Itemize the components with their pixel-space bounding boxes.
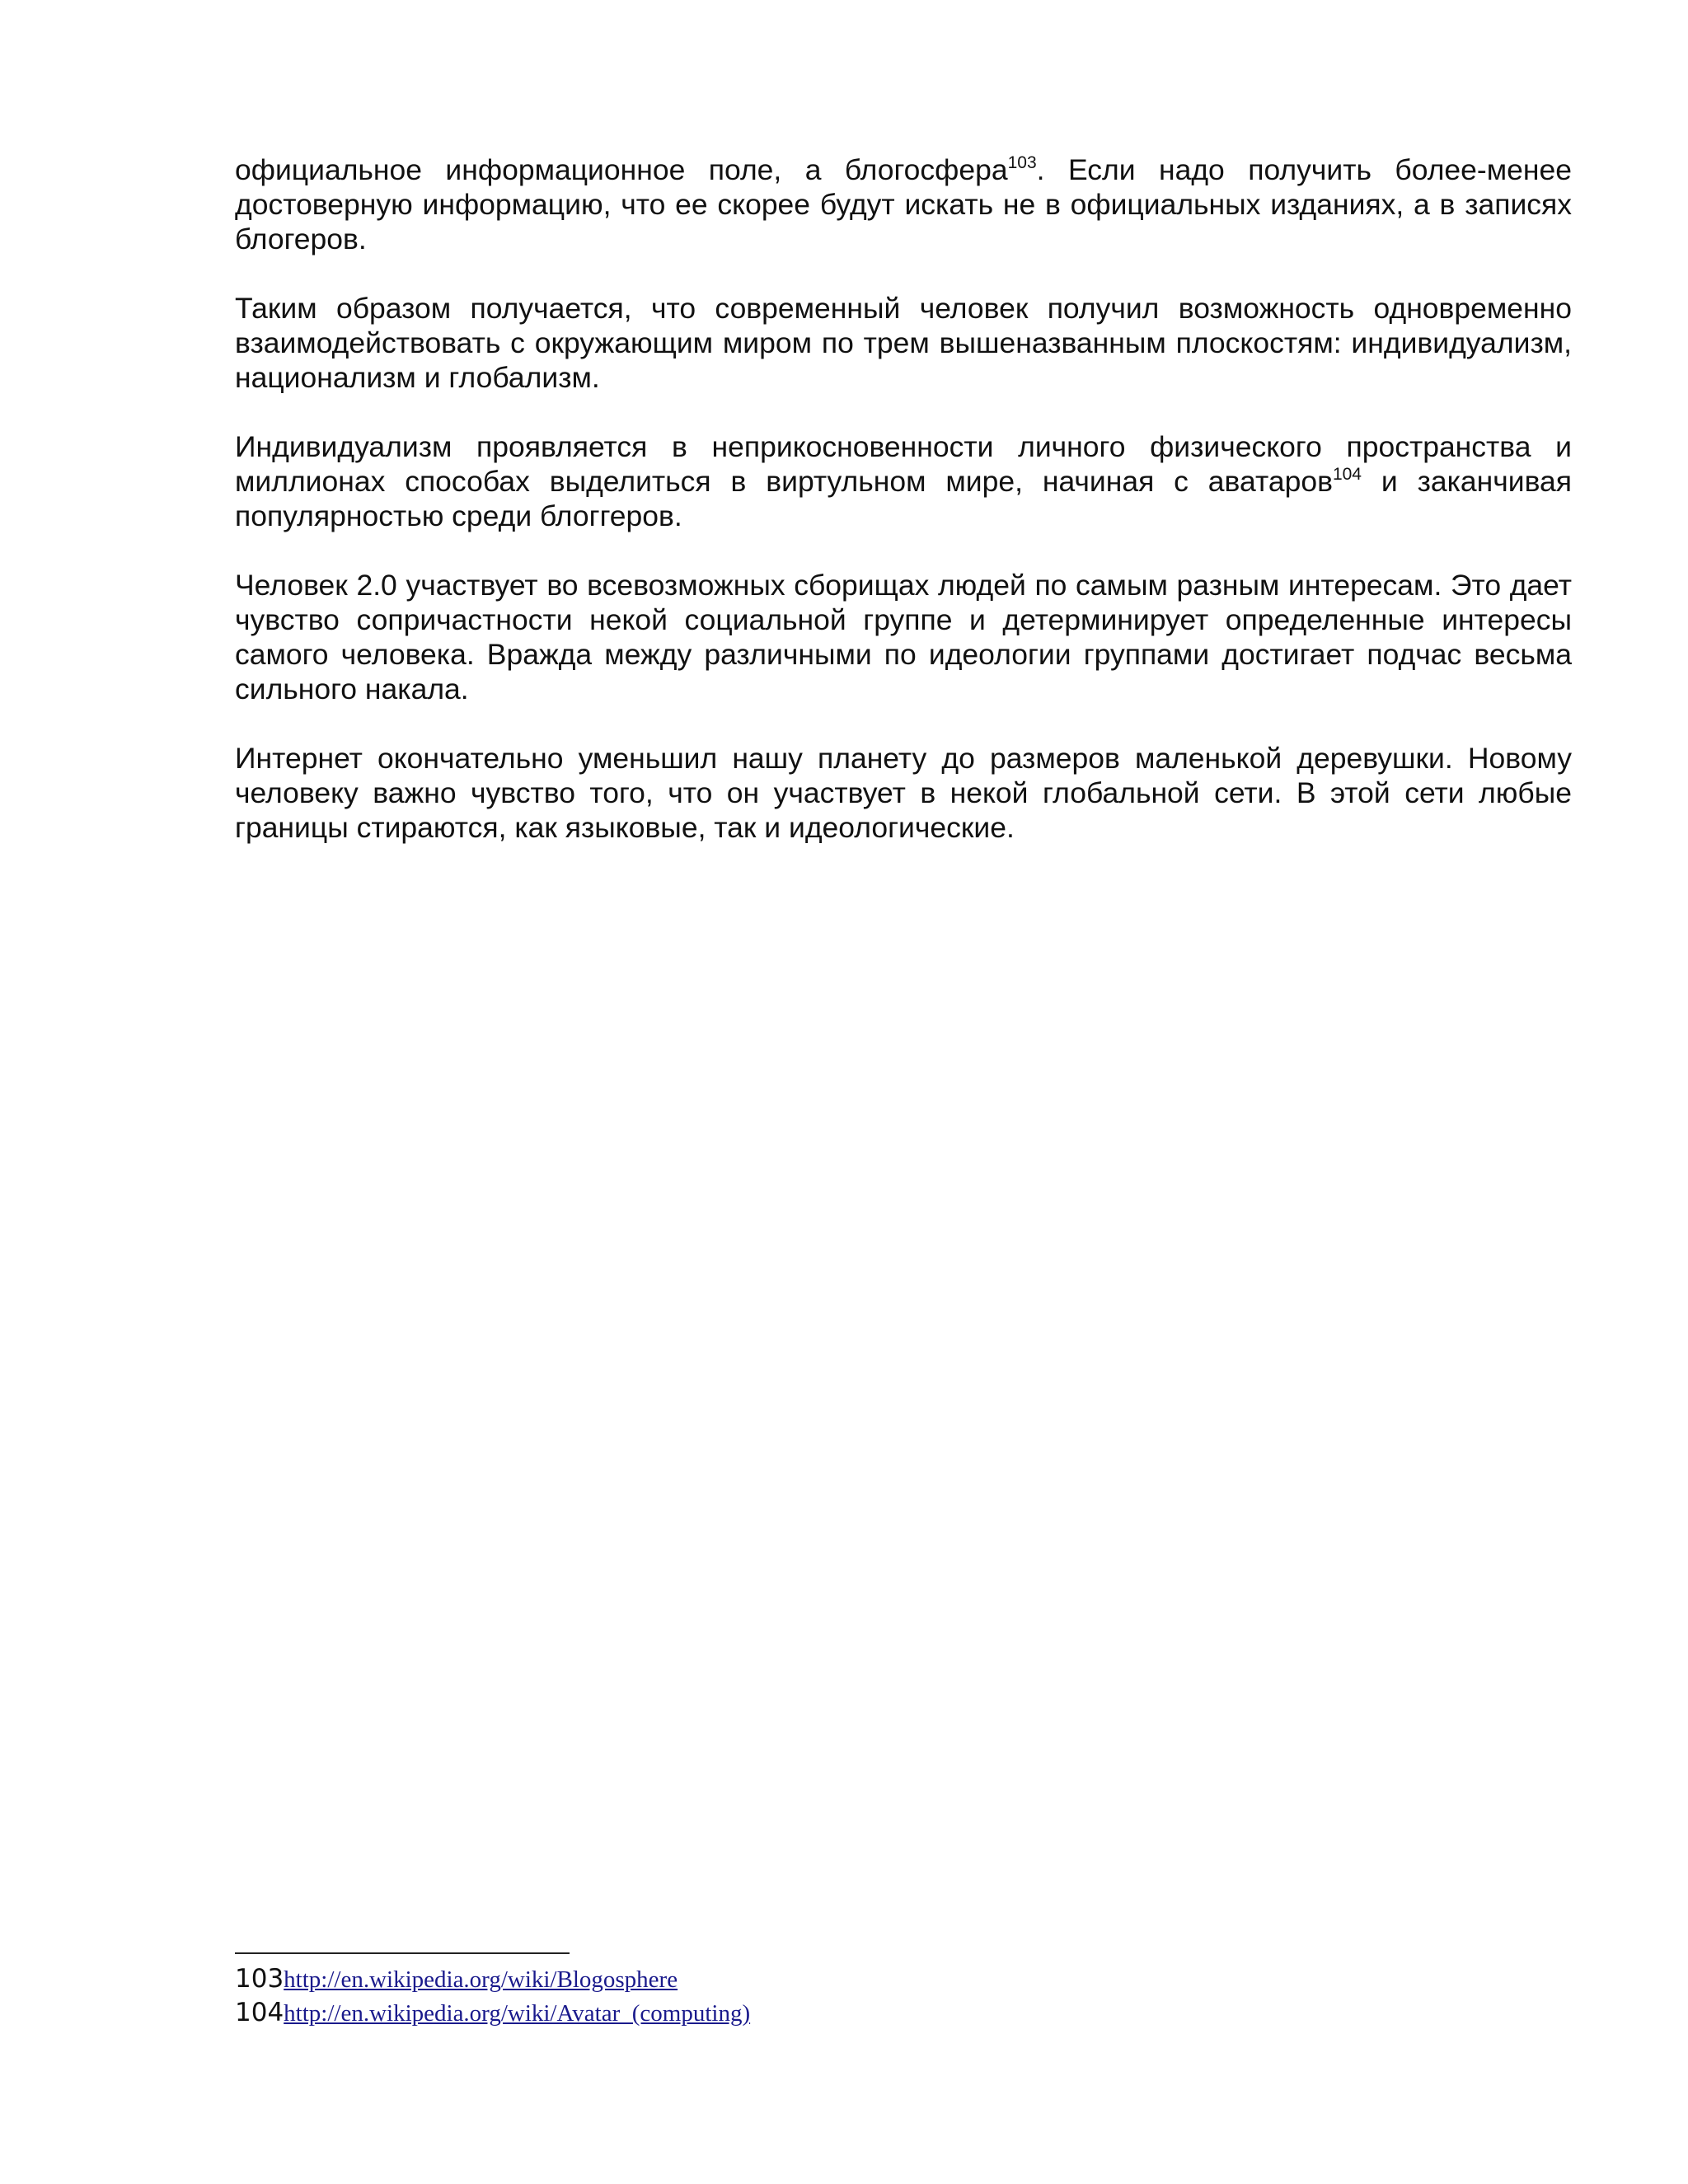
paragraph-text: Интернет окончательно уменьшил нашу планету до размеров маленькой деревушки. Новому человеку важно чувство того, что он участвует в некой глобальной сети. В этой сети любые границы стираются, как языковые, так и идеологические. — [235, 742, 1572, 844]
footnote — [235, 1964, 1224, 1998]
paragraph-text: Человек 2.0 участвует во всевозможных сборищах людей по самым разным интересам. Это дает чувство сопричастности некой социальной группе и детерминирует определенные интересы самого человека. Вражда между различными по идеологии группами достигает подчас весьма сильного накала. — [235, 569, 1572, 705]
footnote-separator — [235, 1952, 570, 1954]
footnotes — [235, 1964, 1224, 2032]
paragraph — [235, 568, 1572, 706]
paragraph — [235, 152, 1572, 256]
paragraph-text: и заканчивая популярностью среди блоггеров. — [235, 465, 1573, 532]
footnote-number: 103 — [235, 1964, 284, 1994]
footnote-link[interactable]: http://en.wikipedia.org/wiki/Avatar_(computing) — [284, 2000, 751, 2027]
footnote-number: 104 — [235, 1998, 284, 2027]
paragraph — [235, 291, 1572, 395]
footnote — [235, 1998, 1224, 2032]
footnote-link[interactable]: http://en.wikipedia.org/wiki/Blogosphere — [284, 1966, 678, 1993]
paragraph-text: официальное информационное поле, а блогосфера — [235, 153, 1008, 186]
footnote-ref[interactable]: 103 — [1007, 153, 1037, 172]
paragraph-text: Таким образом получается, что современный человек получил возможность одновременно взаимодействовать с окружающим миром по трем вышеназванным плоскостям: индивидуализм, национализм и глобализм. — [235, 292, 1572, 394]
paragraph — [235, 741, 1572, 845]
paragraph-text: Индивидуализм проявляется в неприкосновенности личного физического пространства и миллионах способах выделиться в виртульном мире, начиная с аватаров — [235, 430, 1572, 498]
paragraph — [235, 429, 1572, 533]
body-text — [235, 152, 1572, 879]
footnote-ref[interactable]: 104 — [1332, 465, 1362, 484]
paragraph-text: . Если надо получить более-менее достоверную информацию, что ее скорее будут искать не в официальных изданиях, а в записях блогеров. — [235, 153, 1572, 255]
